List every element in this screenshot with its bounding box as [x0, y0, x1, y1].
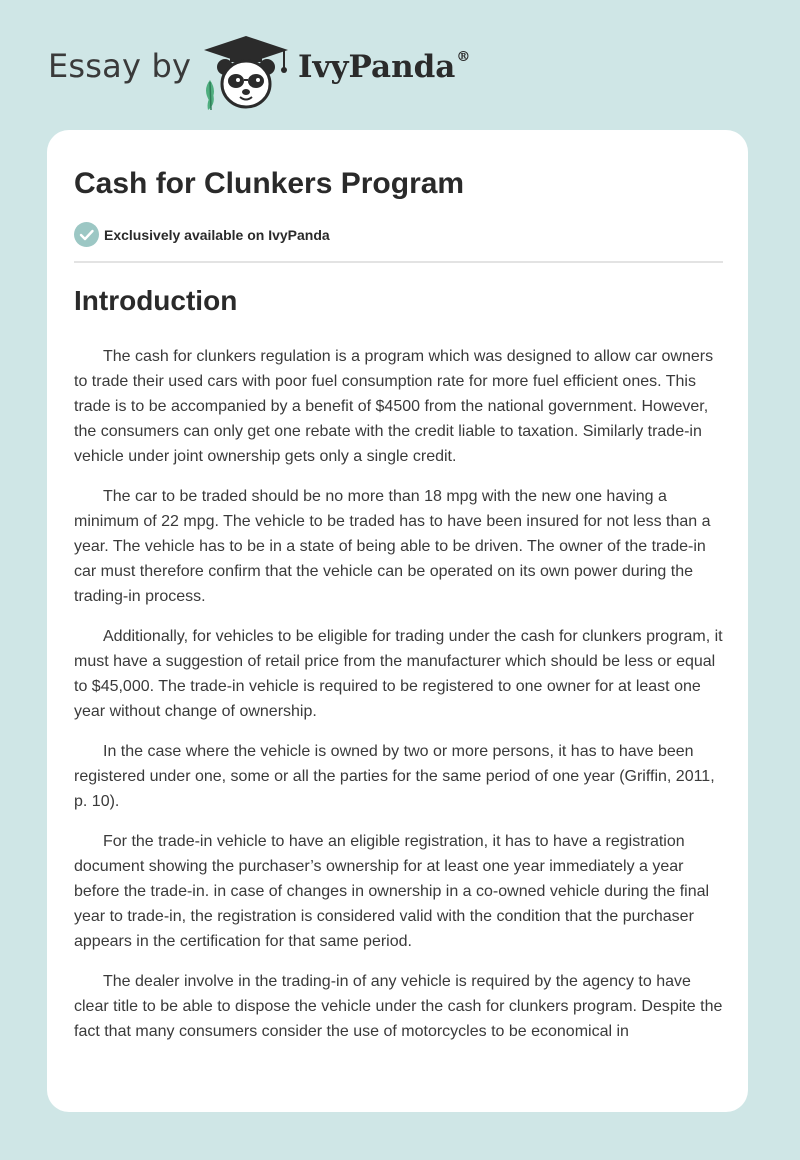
paragraph-3: Additionally, for vehicles to be eligible for trading under the cash for clunkers program, it must have a suggestion of retail price from the manufacturer which should be less or equal to $45,000. The trade-in vehicle is required to be registered to one owner for at least one year without change of ownership.: [74, 628, 723, 720]
section-heading-introduction: Introduction: [74, 285, 238, 316]
exclusive-badge: [74, 222, 330, 247]
exclusive-label: Exclusively available on IvyPanda: [104, 226, 330, 243]
brand-name: IvyPanda: [298, 49, 456, 85]
essay-card: [47, 130, 748, 1112]
paragraph-4: In the case where the vehicle is owned by two or more persons, it has to have been registered under one, some or all the parties for the same period of one year (Griffin, 2011, p. 10).: [74, 743, 715, 810]
brand-logo-text[interactable]: [298, 49, 471, 85]
paragraph-6: The dealer involve in the trading-in of any vehicle is required by the agency to have clear title to be able to dispose the vehicle under the cash for clunkers program. Despite the fact that many consumers consider the use of motorcycles to be economical in: [74, 973, 723, 1040]
site-header: [0, 0, 800, 128]
registered-mark: ®: [456, 49, 471, 65]
essay-body: [74, 344, 729, 1080]
panda-graduate-icon[interactable]: [200, 34, 292, 112]
paragraph-2: The car to be traded should be no more than 18 mpg with the new one having a minimum of 22 mpg. The vehicle to be traded has to have been insured for not less than a year. The vehicle has to be in a state of being able to be driven. The owner of the trade-in car must therefore confirm that the vehicle can be operated on its own power during the trading-in process.: [74, 488, 711, 605]
title-divider: [74, 261, 723, 263]
paragraph-1: The cash for clunkers regulation is a program which was designed to allow car owners to trade their used cars with poor fuel consumption rate for more fuel efficient ones. This trade is to be accompanied by a benefit of $4500 from the national government. However, the consumers can only get one rebate with the credit liable to taxation. Similarly trade-in vehicle under joint ownership gets only a single credit.: [74, 348, 714, 465]
essay-title: Cash for Clunkers Program: [74, 167, 465, 200]
check-circle-icon: [74, 222, 99, 247]
paragraph-5: For the trade-in vehicle to have an eligible registration, it has to have a registration document showing the purchaser’s ownership for at least one year immediately a year before the trade-in. in case of changes in ownership in a co-owned vehicle during the final year to trade-in, the registration is considered valid with the condition that the purchaser appears in the certification for that same period.: [74, 833, 710, 950]
essay-by-label: Essay by: [48, 47, 192, 85]
